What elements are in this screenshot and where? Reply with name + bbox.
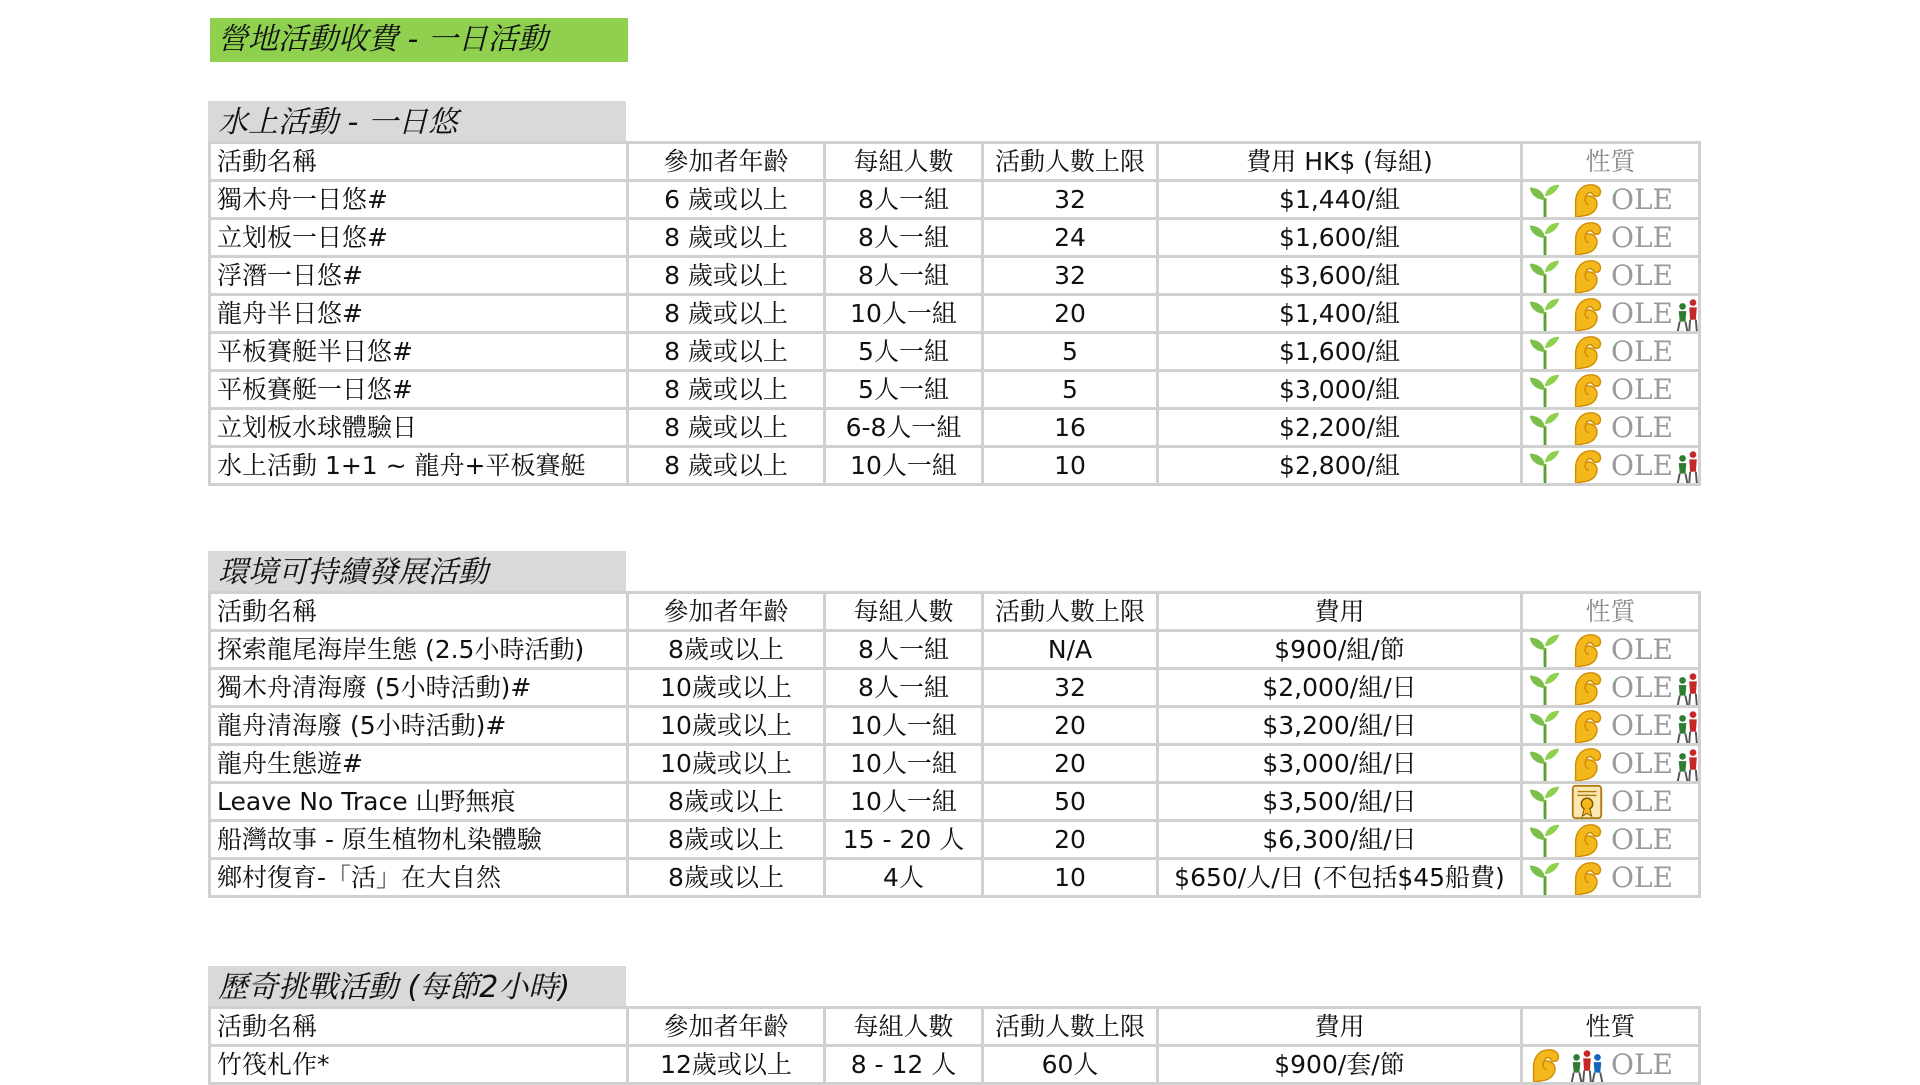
cell-name: 立划板一日悠# (210, 219, 628, 257)
teamwork-icon (1673, 707, 1700, 745)
cell-name: 鄉村復育-「活」在大自然 (210, 859, 628, 897)
ole-logo: OLE (1611, 297, 1673, 330)
sprout-icon (1525, 821, 1565, 859)
teamwork-icon (1673, 669, 1700, 707)
cell-name: 龍舟生態遊# (210, 745, 628, 783)
flexed-arm-icon (1567, 669, 1607, 707)
cell-max: 5 (983, 371, 1158, 409)
column-header: 每組人數 (825, 593, 983, 631)
cell-group: 5人一組 (825, 371, 983, 409)
cell-max: 20 (983, 707, 1158, 745)
cell-max: 5 (983, 333, 1158, 371)
cell-group: 8 - 12 人 (825, 1046, 983, 1084)
sprout-icon (1525, 631, 1565, 669)
sprout-icon (1525, 257, 1565, 295)
cell-name: 龍舟清海廢 (5小時活動)# (210, 707, 628, 745)
table-row (210, 447, 1700, 485)
section-sustainability-activities (208, 551, 1698, 898)
cell-name: 獨木舟一日悠# (210, 181, 628, 219)
page-title: 營地活動收費 - 一日活動 (210, 18, 628, 62)
cell-max: 32 (983, 181, 1158, 219)
cell-fee: $1,440/組 (1158, 181, 1522, 219)
cell-nature (1522, 219, 1700, 257)
cell-group: 10人一組 (825, 447, 983, 485)
flexed-arm-icon (1567, 371, 1607, 409)
ole-logo: OLE (1611, 633, 1673, 666)
cell-max: 32 (983, 669, 1158, 707)
cell-nature (1522, 707, 1700, 745)
table-row (210, 745, 1700, 783)
table-row (210, 859, 1700, 897)
cell-nature (1522, 631, 1700, 669)
ole-logo: OLE (1611, 373, 1673, 406)
flexed-arm-icon (1567, 447, 1607, 485)
cell-group: 10人一組 (825, 745, 983, 783)
cell-name: 平板賽艇半日悠# (210, 333, 628, 371)
ole-logo: OLE (1611, 709, 1673, 742)
cell-nature (1522, 257, 1700, 295)
cell-max: 24 (983, 219, 1158, 257)
cell-fee: $900/組/節 (1158, 631, 1522, 669)
sprout-icon (1525, 181, 1565, 219)
cell-age: 8 歲或以上 (628, 295, 825, 333)
teamwork-icon (1567, 1046, 1607, 1084)
column-header: 每組人數 (825, 1008, 983, 1046)
cell-age: 10歲或以上 (628, 745, 825, 783)
ole-logo: OLE (1611, 259, 1673, 292)
ole-logo: OLE (1611, 823, 1673, 856)
cell-fee: $3,500/組/日 (1158, 783, 1522, 821)
table-row (210, 295, 1700, 333)
cell-group: 8人一組 (825, 257, 983, 295)
column-header: 活動名稱 (210, 143, 628, 181)
ole-logo: OLE (1611, 449, 1673, 482)
cell-age: 8歲或以上 (628, 783, 825, 821)
ole-logo: OLE (1611, 671, 1673, 704)
cell-fee: $2,000/組/日 (1158, 669, 1522, 707)
table-row (210, 257, 1700, 295)
column-header: 性質 (1522, 593, 1700, 631)
cell-max: 20 (983, 745, 1158, 783)
column-header: 費用 (1158, 1008, 1522, 1046)
cell-fee: $1,400/組 (1158, 295, 1522, 333)
sprout-icon (1525, 669, 1565, 707)
sprout-icon (1525, 745, 1565, 783)
cell-name: 獨木舟清海廢 (5小時活動)# (210, 669, 628, 707)
activities-table (208, 1006, 1701, 1085)
cell-group: 10人一組 (825, 783, 983, 821)
table-row (210, 409, 1700, 447)
flexed-arm-icon (1567, 859, 1607, 897)
cell-name: 平板賽艇一日悠# (210, 371, 628, 409)
column-header: 活動人數上限 (983, 1008, 1158, 1046)
column-header: 參加者年齡 (628, 1008, 825, 1046)
sprout-icon (1525, 783, 1565, 821)
cell-age: 8 歲或以上 (628, 447, 825, 485)
cell-name: 竹筏札作* (210, 1046, 628, 1084)
cell-name: 龍舟半日悠# (210, 295, 628, 333)
cell-max: 10 (983, 447, 1158, 485)
cell-nature (1522, 669, 1700, 707)
column-header: 性質 (1522, 143, 1700, 181)
ole-logo: OLE (1611, 785, 1673, 818)
flexed-arm-icon (1525, 1046, 1565, 1084)
cell-nature (1522, 821, 1700, 859)
section-adventure-activities (208, 966, 1698, 1085)
cell-fee: $2,800/組 (1158, 447, 1522, 485)
sprout-icon (1525, 295, 1565, 333)
cell-group: 6-8人一組 (825, 409, 983, 447)
cell-group: 10人一組 (825, 707, 983, 745)
cell-nature (1522, 371, 1700, 409)
column-header: 參加者年齡 (628, 593, 825, 631)
sprout-icon (1525, 219, 1565, 257)
cell-nature (1522, 447, 1700, 485)
cell-age: 6 歲或以上 (628, 181, 825, 219)
cell-age: 8 歲或以上 (628, 409, 825, 447)
section-title: 環境可持續發展活動 (208, 551, 626, 591)
cell-name: 浮潛一日悠# (210, 257, 628, 295)
column-header: 費用 HK$ (每組) (1158, 143, 1522, 181)
table-row (210, 333, 1700, 371)
cell-age: 8 歲或以上 (628, 219, 825, 257)
cell-fee: $2,200/組 (1158, 409, 1522, 447)
sprout-icon (1525, 447, 1565, 485)
table-row (210, 707, 1700, 745)
cell-fee: $900/套/節 (1158, 1046, 1522, 1084)
flexed-arm-icon (1567, 257, 1607, 295)
cell-nature (1522, 333, 1700, 371)
cell-age: 10歲或以上 (628, 669, 825, 707)
teamwork-icon (1673, 447, 1700, 485)
cell-fee: $3,600/組 (1158, 257, 1522, 295)
cell-group: 8人一組 (825, 669, 983, 707)
cell-name: 水上活動 1+1 ~ 龍舟+平板賽艇 (210, 447, 628, 485)
cell-nature (1522, 859, 1700, 897)
cell-age: 10歲或以上 (628, 707, 825, 745)
sprout-icon (1525, 707, 1565, 745)
ole-logo: OLE (1611, 747, 1673, 780)
column-header: 性質 (1522, 1008, 1700, 1046)
cell-nature (1522, 409, 1700, 447)
column-header: 費用 (1158, 593, 1522, 631)
activities-table (208, 141, 1701, 486)
flexed-arm-icon (1567, 745, 1607, 783)
cell-fee: $1,600/組 (1158, 219, 1522, 257)
table-row (210, 669, 1700, 707)
flexed-arm-icon (1567, 631, 1607, 669)
cell-nature (1522, 783, 1700, 821)
cell-fee: $6,300/組/日 (1158, 821, 1522, 859)
column-header: 每組人數 (825, 143, 983, 181)
sprout-icon (1525, 409, 1565, 447)
cell-fee: $650/人/日 (不包括$45船費) (1158, 859, 1522, 897)
cell-fee: $1,600/組 (1158, 333, 1522, 371)
certificate-icon (1567, 783, 1607, 821)
column-header: 活動人數上限 (983, 143, 1158, 181)
cell-group: 5人一組 (825, 333, 983, 371)
table-row (210, 821, 1700, 859)
cell-group: 8人一組 (825, 181, 983, 219)
flexed-arm-icon (1567, 409, 1607, 447)
cell-age: 8 歲或以上 (628, 333, 825, 371)
cell-name: 立划板水球體驗日 (210, 409, 628, 447)
table-header-row (210, 1008, 1700, 1046)
cell-age: 8歲或以上 (628, 821, 825, 859)
table-row (210, 783, 1700, 821)
table-row (210, 219, 1700, 257)
table-row (210, 631, 1700, 669)
cell-max: 16 (983, 409, 1158, 447)
teamwork-icon (1673, 745, 1700, 783)
table-row (210, 371, 1700, 409)
cell-nature (1522, 295, 1700, 333)
cell-nature (1522, 745, 1700, 783)
teamwork-icon (1673, 295, 1700, 333)
section-water-activities (208, 101, 1698, 486)
cell-age: 8 歲或以上 (628, 371, 825, 409)
cell-nature (1522, 181, 1700, 219)
cell-group: 15 - 20 人 (825, 821, 983, 859)
column-header: 活動名稱 (210, 1008, 628, 1046)
table-row (210, 181, 1700, 219)
flexed-arm-icon (1567, 295, 1607, 333)
cell-name: Leave No Trace 山野無痕 (210, 783, 628, 821)
cell-nature (1522, 1046, 1700, 1084)
cell-max: 10 (983, 859, 1158, 897)
sprout-icon (1525, 371, 1565, 409)
ole-logo: OLE (1611, 411, 1673, 444)
cell-age: 8歲或以上 (628, 631, 825, 669)
cell-name: 船灣故事 - 原生植物札染體驗 (210, 821, 628, 859)
flexed-arm-icon (1567, 181, 1607, 219)
cell-max: N/A (983, 631, 1158, 669)
cell-name: 探索龍尾海岸生態 (2.5小時活動) (210, 631, 628, 669)
flexed-arm-icon (1567, 821, 1607, 859)
table-row (210, 1046, 1700, 1084)
table-header-row (210, 593, 1700, 631)
ole-logo: OLE (1611, 1048, 1673, 1081)
cell-max: 20 (983, 821, 1158, 859)
sprout-icon (1525, 333, 1565, 371)
cell-age: 8 歲或以上 (628, 257, 825, 295)
column-header: 參加者年齡 (628, 143, 825, 181)
flexed-arm-icon (1567, 707, 1607, 745)
cell-max: 32 (983, 257, 1158, 295)
section-title: 水上活動 - 一日悠 (208, 101, 626, 141)
cell-max: 60人 (983, 1046, 1158, 1084)
column-header: 活動名稱 (210, 593, 628, 631)
ole-logo: OLE (1611, 335, 1673, 368)
sprout-icon (1525, 859, 1565, 897)
activities-table (208, 591, 1701, 898)
flexed-arm-icon (1567, 219, 1607, 257)
cell-group: 8人一組 (825, 631, 983, 669)
cell-group: 4人 (825, 859, 983, 897)
cell-age: 8歲或以上 (628, 859, 825, 897)
cell-group: 10人一組 (825, 295, 983, 333)
ole-logo: OLE (1611, 861, 1673, 894)
cell-max: 20 (983, 295, 1158, 333)
cell-fee: $3,000/組 (1158, 371, 1522, 409)
column-header: 活動人數上限 (983, 593, 1158, 631)
ole-logo: OLE (1611, 221, 1673, 254)
table-header-row (210, 143, 1700, 181)
cell-group: 8人一組 (825, 219, 983, 257)
cell-age: 12歲或以上 (628, 1046, 825, 1084)
ole-logo: OLE (1611, 183, 1673, 216)
flexed-arm-icon (1567, 333, 1607, 371)
cell-fee: $3,200/組/日 (1158, 707, 1522, 745)
section-title: 歷奇挑戰活動 (每節2小時) (208, 966, 626, 1006)
cell-max: 50 (983, 783, 1158, 821)
cell-fee: $3,000/組/日 (1158, 745, 1522, 783)
